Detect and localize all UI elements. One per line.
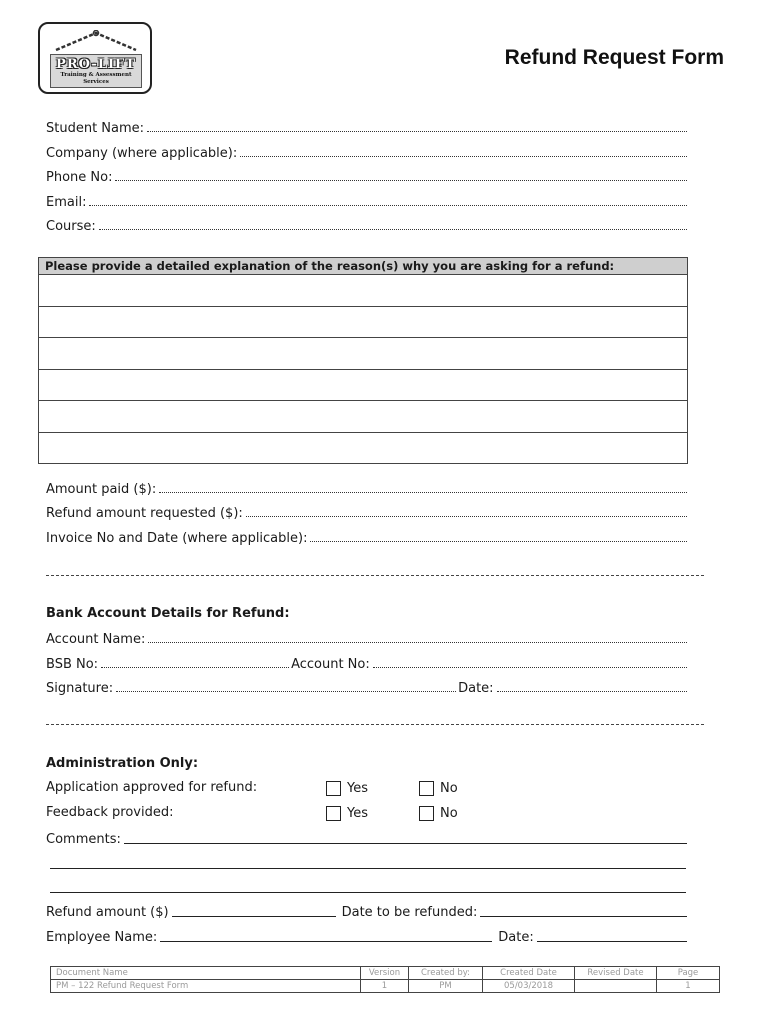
chain-icon [52, 30, 140, 52]
signature-fill-line[interactable] [116, 691, 456, 692]
field-label: Amount paid ($): [46, 482, 157, 497]
explanation-header: Please provide a detailed explanation of the reason(s) why you are asking for a refund: [39, 258, 687, 275]
logo-subtitle-1: Training & Assessment [60, 72, 132, 78]
section-divider [46, 724, 704, 725]
logo-plate [50, 54, 142, 88]
student-name-field[interactable] [46, 118, 687, 136]
explanation-line[interactable] [39, 275, 687, 307]
field-label: Account Name: [46, 632, 146, 647]
course-field[interactable] [46, 216, 687, 234]
date-refunded-line[interactable] [480, 916, 687, 917]
fill-line[interactable] [99, 229, 687, 230]
bsb-label: BSB No: [46, 657, 99, 672]
footer-header-row [51, 967, 720, 980]
logo-brand: PRO-LIFT [56, 57, 136, 72]
comments-field[interactable] [46, 829, 687, 847]
phone-field[interactable] [46, 167, 687, 185]
date-fill-line[interactable] [497, 691, 687, 692]
admin-section-title: Administration Only: [46, 756, 199, 771]
footer-value: 1 [361, 980, 409, 993]
field-label: Email: [46, 195, 87, 210]
fill-line[interactable] [310, 541, 687, 542]
date-refunded-label: Date to be refunded: [341, 905, 478, 920]
employee-row[interactable] [46, 927, 687, 945]
footer-value: 05/03/2018 [483, 980, 575, 993]
fill-line[interactable] [115, 180, 687, 181]
footer-header: Document Name [51, 967, 361, 980]
explanation-line[interactable] [39, 338, 687, 370]
employee-line[interactable] [160, 941, 492, 942]
fill-line[interactable] [246, 516, 687, 517]
invoice-field[interactable] [46, 528, 687, 546]
footer-value-row [51, 980, 720, 993]
document-footer-table [50, 966, 720, 993]
field-label: Course: [46, 219, 96, 234]
employee-label: Employee Name: [46, 930, 158, 945]
comments-line[interactable] [50, 892, 686, 893]
checkbox-icon[interactable] [419, 781, 434, 796]
field-label: Refund amount requested ($): [46, 506, 243, 521]
logo-subtitle-2: Services [83, 79, 109, 85]
fill-line[interactable] [148, 642, 687, 643]
company-field[interactable] [46, 143, 687, 161]
footer-value: PM [409, 980, 483, 993]
account-no-fill-line[interactable] [373, 667, 687, 668]
amount-paid-field[interactable] [46, 479, 687, 497]
field-label: Invoice No and Date (where applicable): [46, 531, 308, 546]
fill-line[interactable] [240, 156, 687, 157]
explanation-line[interactable] [39, 433, 687, 465]
signature-date-row[interactable] [46, 678, 687, 696]
comments-line[interactable] [50, 868, 686, 869]
footer-value: 1 [657, 980, 720, 993]
footer-value [575, 980, 657, 993]
signature-label: Signature: [46, 681, 114, 696]
bank-section-title: Bank Account Details for Refund: [46, 606, 290, 621]
fill-line[interactable] [159, 492, 687, 493]
fill-line[interactable] [89, 205, 687, 206]
account-name-field[interactable] [46, 629, 687, 647]
feedback-label: Feedback provided: [46, 805, 174, 820]
approved-row [46, 780, 706, 798]
footer-header: Page [657, 967, 720, 980]
checkbox-icon[interactable] [326, 806, 341, 821]
form-title: Refund Request Form [504, 46, 724, 69]
refund-amount-label: Refund amount ($) [46, 905, 169, 920]
footer-header: Revised Date [575, 967, 657, 980]
checkbox-icon[interactable] [419, 806, 434, 821]
account-no-label: Account No: [291, 657, 370, 672]
section-divider [46, 575, 704, 576]
field-label: Student Name: [46, 121, 145, 136]
yes-label: Yes [347, 806, 368, 821]
refund-amount-row[interactable] [46, 902, 687, 920]
approved-yes-checkbox[interactable] [326, 781, 368, 796]
no-label: No [440, 806, 458, 821]
refund-amount-line[interactable] [172, 916, 336, 917]
bsb-account-row[interactable] [46, 654, 687, 672]
explanation-line[interactable] [39, 401, 687, 433]
explanation-line[interactable] [39, 370, 687, 402]
footer-header: Version [361, 967, 409, 980]
email-field[interactable] [46, 192, 687, 210]
footer-value: PM – 122 Refund Request Form [51, 980, 361, 993]
date-label: Date: [458, 681, 494, 696]
checkbox-icon[interactable] [326, 781, 341, 796]
refund-requested-field[interactable] [46, 503, 687, 521]
feedback-no-checkbox[interactable] [419, 806, 458, 821]
footer-header: Created Date [483, 967, 575, 980]
yes-label: Yes [347, 781, 368, 796]
refund-explanation-box [38, 257, 688, 464]
field-label: Phone No: [46, 170, 113, 185]
employee-date-label: Date: [498, 930, 534, 945]
comments-label: Comments: [46, 832, 121, 847]
feedback-yes-checkbox[interactable] [326, 806, 368, 821]
employee-date-line[interactable] [537, 941, 687, 942]
no-label: No [440, 781, 458, 796]
field-label: Company (where applicable): [46, 146, 238, 161]
bsb-fill-line[interactable] [101, 667, 289, 668]
approved-label: Application approved for refund: [46, 780, 258, 795]
approved-no-checkbox[interactable] [419, 781, 458, 796]
fill-line[interactable] [147, 131, 687, 132]
footer-header: Created by: [409, 967, 483, 980]
comments-line[interactable] [124, 843, 687, 844]
explanation-line[interactable] [39, 307, 687, 339]
feedback-row [46, 805, 706, 823]
company-logo [38, 22, 152, 94]
